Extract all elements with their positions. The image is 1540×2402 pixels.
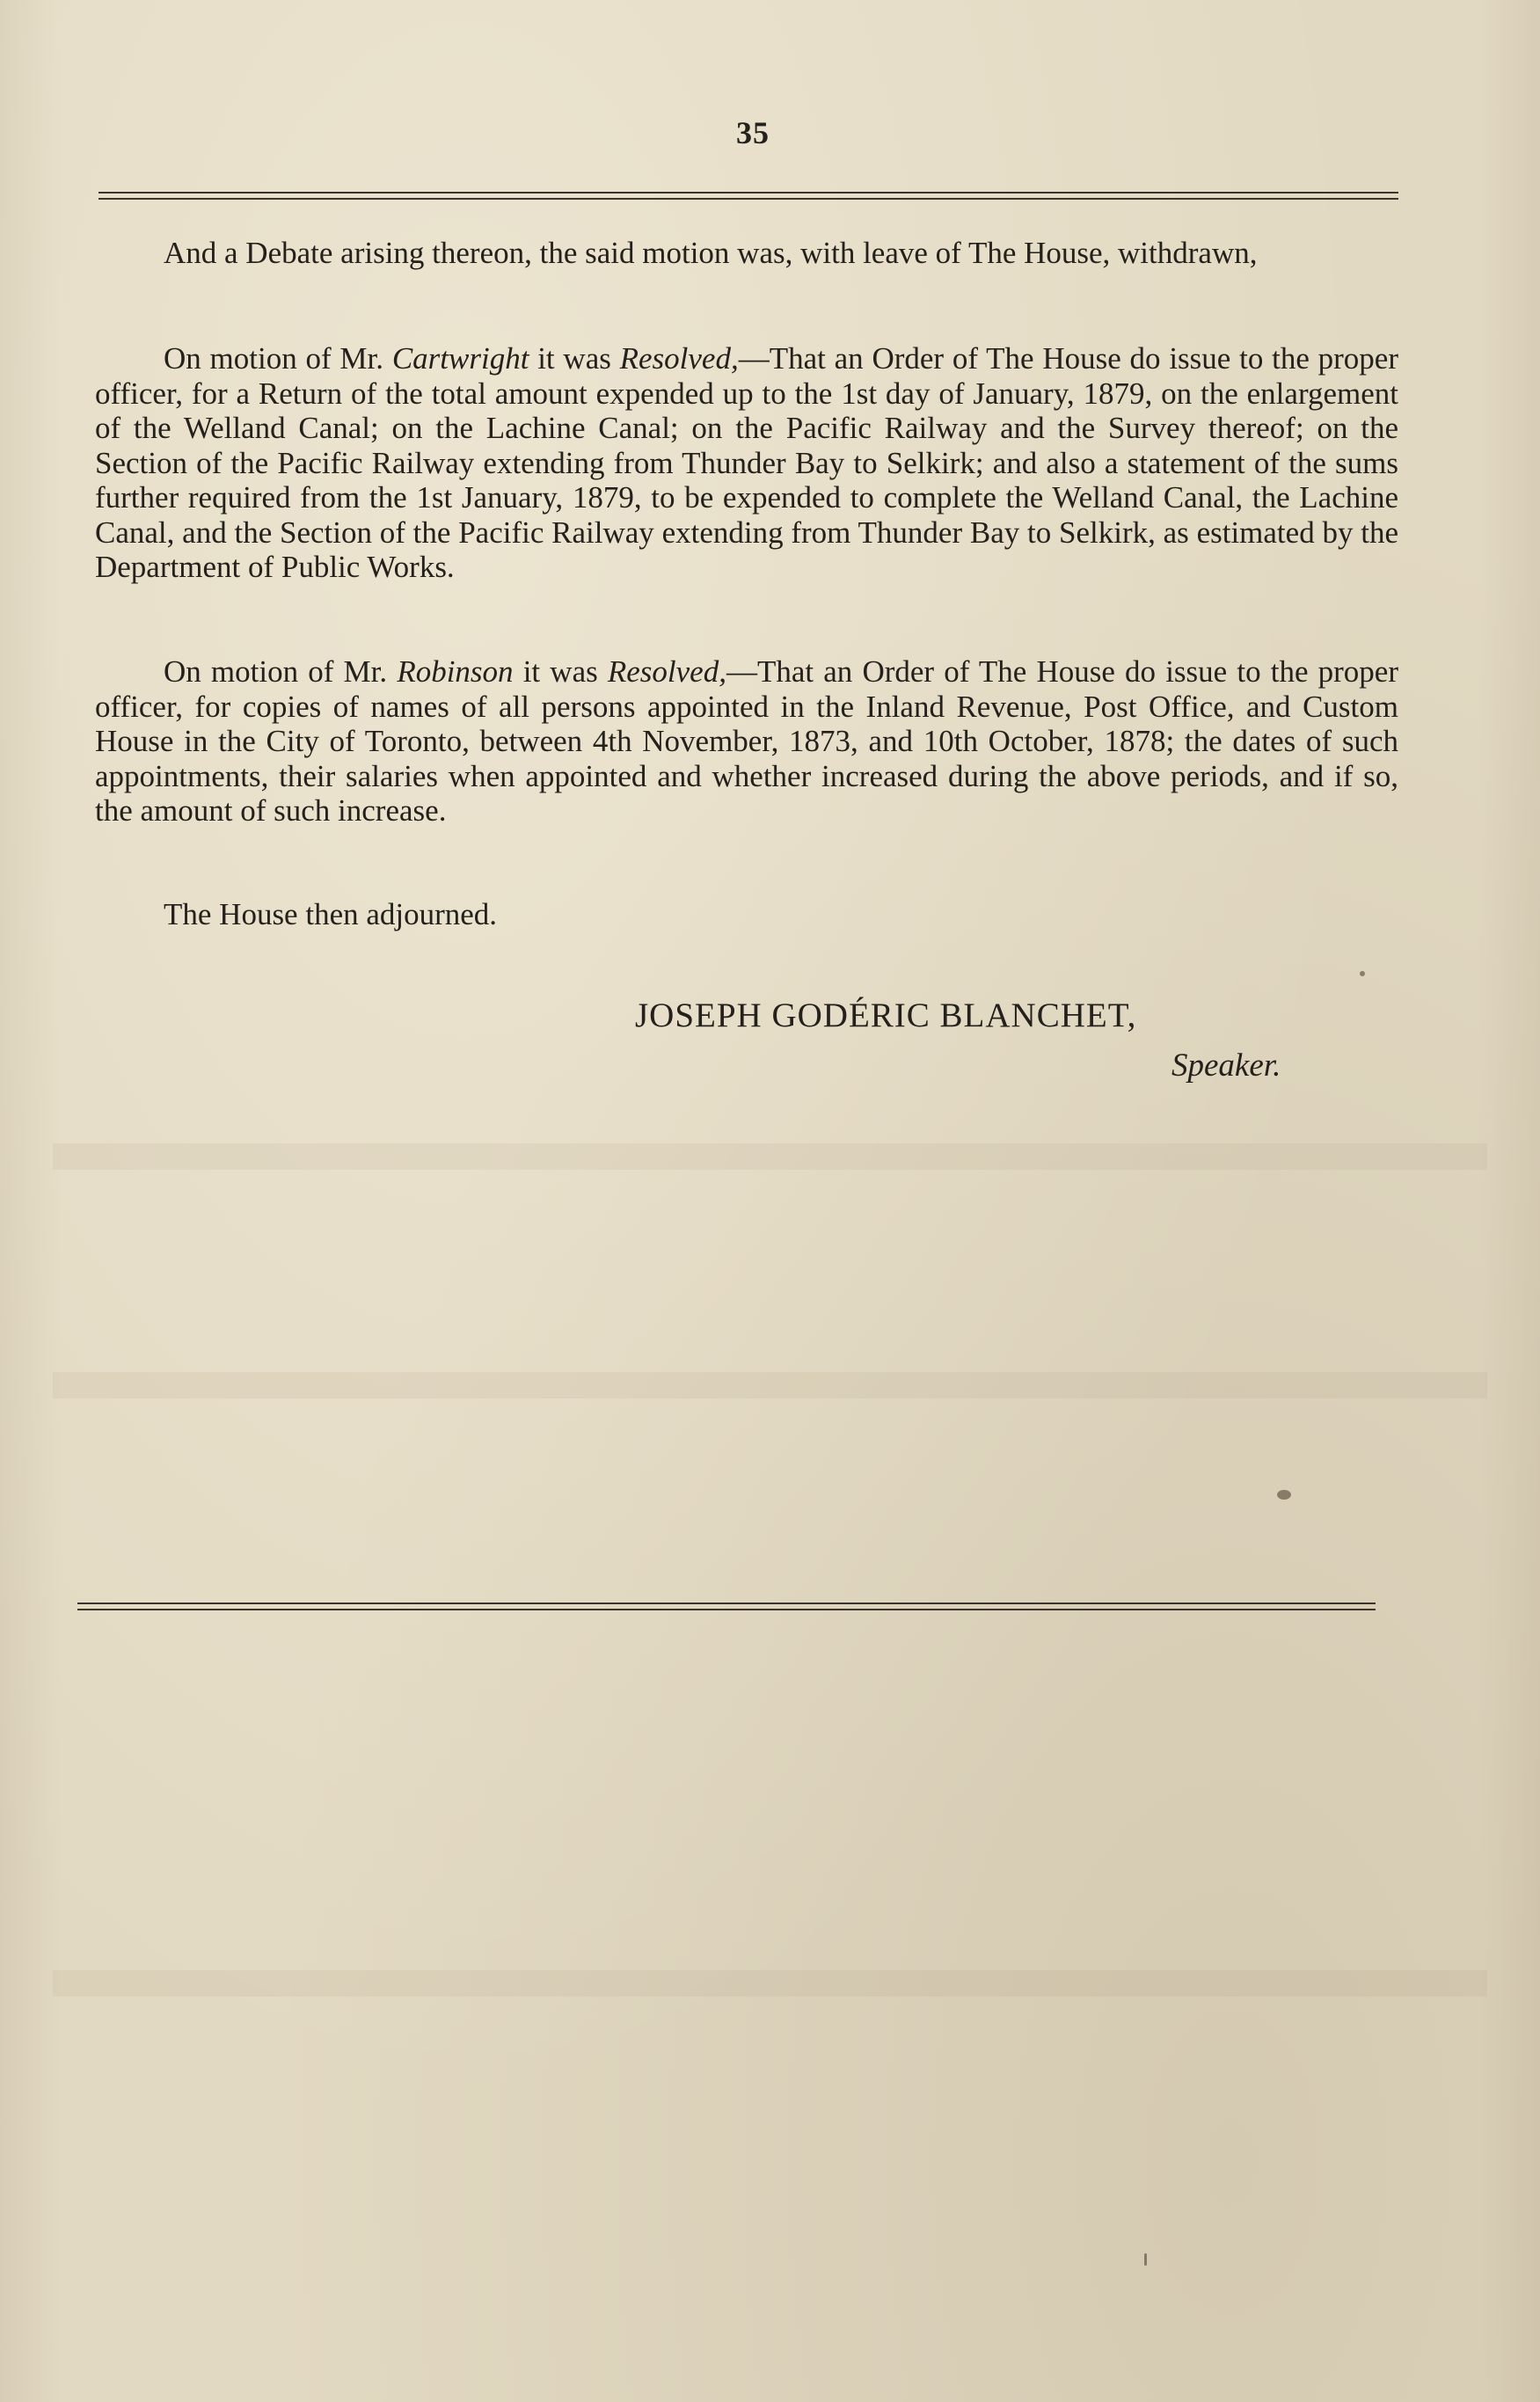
resolved-label: Resolved,: [607, 654, 726, 689]
paragraph-robinson-motion: [95, 654, 1398, 829]
motion-body: —That an Order of The House do issue to the proper officer, for a Return of the total amount expended up to the 1st day of January, 1879, on the enlargement of the Welland Canal; on the Lachine Canal; on the Pacific Railway and the Survey thereof; on the Section of the Pacific Railway extending from Thunder Bay to Selkirk; and also a statement of the sums further required from the 1st January, 1879, to be expended to complete the Welland Canal, the Lachine Canal, and the Section of the Pacific Railway extending from Thunder Bay to Selkirk, as estimated by the Department of Public Works.: [95, 341, 1398, 584]
paragraph-text: And a Debate arising thereon, the said motion was, with leave of The House, withdrawn,: [164, 236, 1258, 270]
motion-middle: it was: [529, 341, 620, 376]
show-through-shadow: [53, 1372, 1487, 1398]
show-through-shadow: [53, 1143, 1487, 1170]
member-name: Robinson: [397, 654, 514, 689]
ink-spot: [1360, 971, 1365, 976]
motion-middle: it was: [513, 654, 608, 689]
top-double-rule: [99, 192, 1398, 201]
ink-spot: [1144, 2253, 1147, 2266]
paragraph-text: The House then adjourned.: [164, 897, 498, 931]
motion-body: —That an Order of The House do issue to the proper officer, for copies of names of all persons appointed in the Inland Revenue, Post Office, and Custom House in the City of Toronto, between 4th November, 1873, and 10th October, 1878; the dates of such appointments, their salaries when appointed and whether increased during the above periods, and if so, the amount of such increase.: [95, 654, 1398, 828]
paragraph-cartwright-motion: [95, 341, 1398, 585]
motion-prefix: On motion of Mr.: [164, 654, 398, 689]
resolved-label: Resolved,: [619, 341, 739, 376]
show-through-shadow: [53, 1970, 1487, 1997]
bottom-double-rule: [77, 1603, 1376, 1611]
signature-title: Speaker.: [1171, 1048, 1281, 1084]
paragraph-adjourned: [95, 897, 1398, 932]
page-number: 35: [736, 115, 770, 150]
signature-name: JOSEPH GODÉRIC BLANCHET,: [635, 997, 1137, 1034]
motion-prefix: On motion of Mr.: [164, 341, 392, 376]
paragraph-debate: [95, 236, 1398, 271]
ink-spot: [1277, 1490, 1291, 1500]
member-name: Cartwright: [391, 341, 529, 376]
